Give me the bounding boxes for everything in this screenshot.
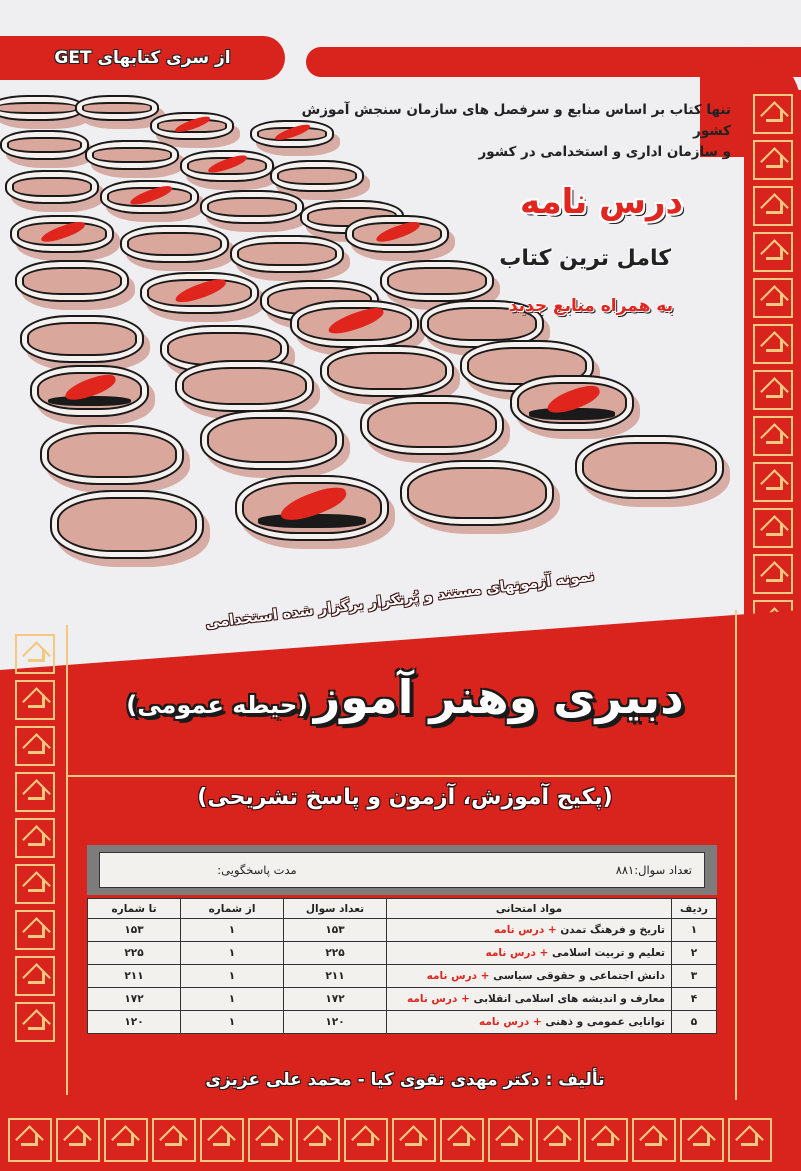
- knot-ornament-icon: [753, 324, 793, 364]
- tin-illustration: [510, 375, 634, 431]
- table-row: [88, 919, 717, 942]
- row-subject: [387, 919, 672, 942]
- exam-info-box: [87, 845, 717, 895]
- row-count: ۱۷۲: [284, 988, 387, 1011]
- row-subject: [387, 942, 672, 965]
- tin-illustration: [0, 130, 89, 160]
- row-from: ۱: [181, 965, 284, 988]
- tin-illustration: [10, 215, 114, 253]
- knot-ornament-icon: [296, 1118, 340, 1162]
- tin-illustration: [140, 272, 259, 314]
- brand-title: درس نامه: [520, 182, 683, 222]
- knot-ornament-icon: [248, 1118, 292, 1162]
- tin-illustration: [5, 170, 99, 204]
- tin-illustration: [85, 140, 179, 170]
- row-count: ۲۲۵: [284, 942, 387, 965]
- tin-illustration: [200, 410, 344, 470]
- knot-ornament-icon: [15, 634, 55, 674]
- tagline: [271, 100, 731, 163]
- subject-suffix: + درس نامه: [485, 947, 549, 959]
- knot-ornament-icon: [15, 726, 55, 766]
- knot-ornament-icon: [753, 416, 793, 456]
- tin-illustration: [30, 365, 149, 417]
- right-gold-line: [735, 610, 737, 1100]
- knot-ornament-icon: [440, 1118, 484, 1162]
- diagonal-subtitle: نمونه آزمونهای مستند و پُرتکرار برگزار شده استخدامی: [204, 568, 596, 632]
- subject-name: دانش اجتماعی و حقوقی سیاسی: [493, 970, 665, 982]
- header-index: ردیف: [672, 899, 717, 919]
- table-row: [88, 942, 717, 965]
- knot-ornament-icon: [753, 462, 793, 502]
- knot-ornament-icon: [104, 1118, 148, 1162]
- knot-ornament-icon: [15, 956, 55, 996]
- row-subject: [387, 965, 672, 988]
- subject-name: تعلیم و تربیت اسلامی: [551, 947, 665, 959]
- tin-illustration: [400, 460, 554, 526]
- row-subject: [387, 1011, 672, 1034]
- tin-illustration: [150, 112, 234, 140]
- exam-subjects-table: [87, 898, 717, 1034]
- row-from: ۱: [181, 942, 284, 965]
- tin-illustration: [40, 425, 184, 485]
- authors: تألیف : دکتر مهدی تقوی کیا - محمد علی عزیزی: [205, 1070, 605, 1090]
- package-subtitle: (پکیج آموزش، آزمون و پاسخ تشریحی): [197, 785, 613, 810]
- row-subject: [387, 988, 672, 1011]
- knot-ornament-icon: [488, 1118, 532, 1162]
- brand-slogan: کامل ترین کتاب: [499, 246, 671, 271]
- tin-illustration: [20, 315, 144, 363]
- bottom-ornament-border: [8, 1110, 801, 1171]
- row-to: ۱۵۳: [88, 919, 181, 942]
- row-index: ۱: [672, 919, 717, 942]
- series-banner: [0, 36, 285, 80]
- brand-extra: به همراه منابع جدید: [508, 296, 673, 316]
- knot-ornament-icon: [15, 772, 55, 812]
- row-from: ۱: [181, 919, 284, 942]
- tin-illustration: [100, 180, 199, 214]
- tin-illustration: [290, 300, 419, 348]
- row-from: ۱: [181, 1011, 284, 1034]
- subject-suffix: + درس نامه: [478, 1016, 542, 1028]
- table-row: [88, 965, 717, 988]
- question-count: تعداد سوال:۸۸۱: [615, 863, 692, 877]
- tin-illustration: [180, 150, 274, 182]
- knot-ornament-icon: [15, 910, 55, 950]
- answer-duration: مدت پاسخگویی:: [217, 863, 297, 877]
- tin-illustration: [75, 95, 159, 121]
- tin-illustration: [15, 260, 129, 302]
- row-count: ۲۱۱: [284, 965, 387, 988]
- tagline-line-1: تنها کتاب بر اساس منابع و سرفصل های سازمان سنجش آموزش کشور: [301, 102, 731, 139]
- series-banner-text: از سری کتابهای GET: [54, 48, 231, 68]
- knot-ornament-icon: [753, 94, 793, 134]
- row-to: ۲۲۵: [88, 942, 181, 965]
- main-title-primary: دبیری وهنر آموز: [313, 670, 684, 724]
- tin-illustration: [320, 345, 454, 397]
- left-gold-line: [66, 625, 68, 1095]
- tin-illustration: [230, 235, 344, 273]
- subject-suffix: + درس نامه: [407, 993, 470, 1005]
- row-index: ۵: [672, 1011, 717, 1034]
- knot-ornament-icon: [728, 1118, 772, 1162]
- knot-ornament-icon: [15, 1002, 55, 1042]
- subject-suffix: + درس نامه: [493, 924, 557, 936]
- table-row: [88, 988, 717, 1011]
- row-index: ۴: [672, 988, 717, 1011]
- table-row: [88, 1011, 717, 1034]
- knot-ornament-icon: [632, 1118, 676, 1162]
- exam-info-inner: [99, 852, 705, 888]
- knot-ornament-icon: [753, 232, 793, 272]
- knot-ornament-icon: [8, 1118, 52, 1162]
- tin-illustration: [200, 190, 304, 224]
- row-to: ۲۱۱: [88, 965, 181, 988]
- knot-ornament-icon: [536, 1118, 580, 1162]
- knot-ornament-icon: [753, 278, 793, 318]
- row-index: ۳: [672, 965, 717, 988]
- header-to: تا شماره: [88, 899, 181, 919]
- row-count: ۱۵۳: [284, 919, 387, 942]
- main-title-qualifier: (حیطه عمومی): [126, 691, 309, 719]
- knot-ornament-icon: [753, 370, 793, 410]
- knot-ornament-icon: [15, 864, 55, 904]
- tin-illustration: [50, 490, 204, 559]
- knot-ornament-icon: [753, 554, 793, 594]
- main-title: [75, 670, 735, 724]
- tin-illustration: [120, 225, 229, 263]
- subject-name: تاریخ و فرهنگ تمدن: [560, 924, 665, 936]
- subject-name: معارف و اندیشه های اسلامی انقلابی: [473, 993, 665, 1005]
- row-from: ۱: [181, 988, 284, 1011]
- knot-ornament-icon: [200, 1118, 244, 1162]
- tin-illustration: [270, 160, 364, 192]
- subject-suffix: + درس نامه: [426, 970, 490, 982]
- left-ornament-border: [10, 630, 60, 1100]
- header-subject: مواد امتحانی: [387, 899, 672, 919]
- tin-illustration: [380, 260, 494, 302]
- knot-ornament-icon: [753, 186, 793, 226]
- knot-ornament-icon: [152, 1118, 196, 1162]
- knot-ornament-icon: [680, 1118, 724, 1162]
- row-to: ۱۷۲: [88, 988, 181, 1011]
- subject-name: توانایی عمومی و ذهنی: [545, 1016, 665, 1028]
- row-index: ۲: [672, 942, 717, 965]
- tin-illustration: [175, 360, 314, 412]
- table-header-row: [88, 899, 717, 919]
- knot-ornament-icon: [753, 140, 793, 180]
- row-count: ۱۲۰: [284, 1011, 387, 1034]
- knot-ornament-icon: [15, 818, 55, 858]
- tin-illustration: [575, 435, 724, 499]
- tin-illustration: [0, 95, 84, 121]
- row-to: ۱۲۰: [88, 1011, 181, 1034]
- header-from: از شماره: [181, 899, 284, 919]
- knot-ornament-icon: [392, 1118, 436, 1162]
- knot-ornament-icon: [56, 1118, 100, 1162]
- knot-ornament-icon: [344, 1118, 388, 1162]
- tagline-line-2: و سازمان اداری و استخدامی در کشور: [478, 144, 731, 160]
- knot-ornament-icon: [15, 680, 55, 720]
- tin-illustration: [235, 475, 389, 541]
- tin-illustration: [345, 215, 449, 253]
- knot-ornament-icon: [753, 508, 793, 548]
- knot-ornament-icon: [584, 1118, 628, 1162]
- tin-illustration: [360, 395, 504, 455]
- header-count: تعداد سوال: [284, 899, 387, 919]
- title-divider: [68, 775, 735, 777]
